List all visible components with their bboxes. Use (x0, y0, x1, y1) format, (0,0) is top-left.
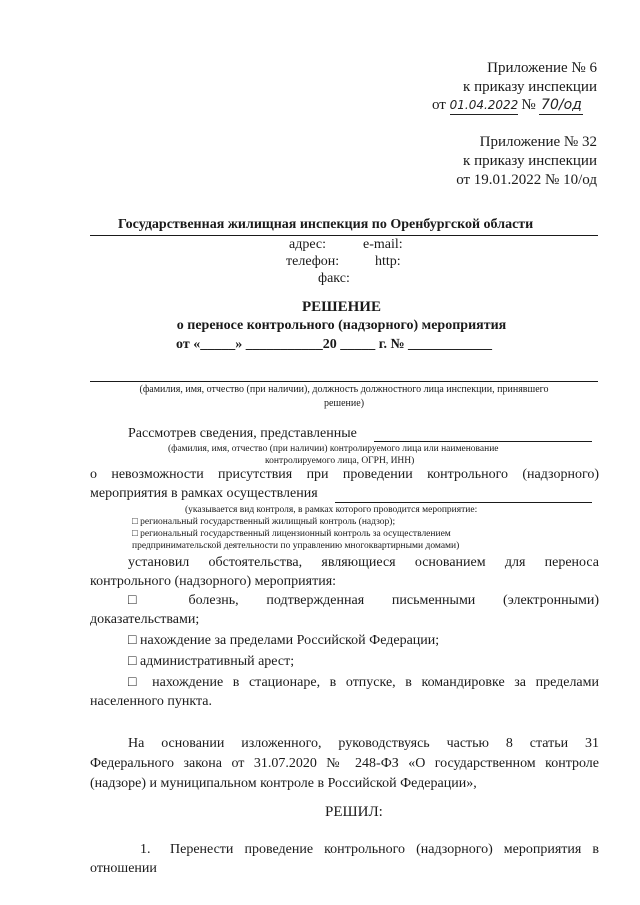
http-label: http: (375, 254, 401, 269)
basis-line1: На основании изложенного, руководствуясь частью 8 статьи 31 (128, 736, 599, 751)
established-line2: контрольного (надзорного) мероприятия: (90, 574, 337, 589)
reason-hospital-line2: населенного пункта. (90, 694, 212, 709)
impossibility-line2: мероприятия в рамках осуществления (90, 486, 318, 501)
official-caption-line1: (фамилия, имя, отчество (при наличии), должность должностного лица инспекции, принявшего (139, 384, 549, 395)
order-number-handwritten: 70/од (541, 97, 582, 113)
control-caption: (указывается вид контроля, в рамках которого проводится мероприятие: (185, 505, 478, 515)
reason-illness-line1: □ болезнь, подтвержденная письменными (электронными) (128, 593, 599, 608)
order-number-prefix: № (521, 97, 536, 113)
address-label: адрес: (289, 237, 327, 252)
reason-arrest: □ административный арест; (128, 654, 295, 669)
org-name-underline (90, 235, 598, 236)
considered-caption-line2: контролируемого лица, ОГРН, ИНН) (265, 456, 415, 466)
order-from-prefix: от (432, 97, 446, 113)
item1-number: 1. (140, 842, 151, 857)
appendix32-line3: от 19.01.2022 № 10/од (456, 172, 597, 188)
basis-line3: (надзоре) и муниципальном контроле в Российской Федерации», (90, 776, 477, 791)
reason-hospital-line1: □ нахождение в стационаре, в отпуске, в командировке за пределами (128, 675, 599, 690)
impossibility-line1: о невозможности присутствия при проведении контрольного (надзорного) (90, 467, 599, 482)
item1-line2: отношении (90, 861, 157, 876)
considered-text: Рассмотрев сведения, представленные (128, 426, 357, 441)
appendix6-line1: Приложение № 6 (487, 60, 597, 76)
phone-label: телефон: (286, 254, 340, 269)
order-date-handwritten: 01.04.2022 (450, 97, 518, 115)
control-option-license-line2: предпринимательской деятельности по управлению многоквартирными домами) (132, 541, 460, 551)
basis-line2: Федерального закона от 31.07.2020 № 248-ФЗ «О государственном контроле (90, 756, 599, 771)
fax-label: факс: (318, 271, 350, 286)
reason-abroad: □ нахождение за пределами Российской Федерации; (128, 633, 440, 648)
item1-line1: Перенести проведение контрольного (надзорного) мероприятия в (170, 842, 599, 857)
decision-date-number: от «_____» ___________20 _____ г. № ____________ (176, 337, 493, 352)
appendix32-line2: к приказу инспекции (463, 153, 597, 169)
appendix6-line2: к приказу инспекции (463, 79, 597, 95)
decided-heading: РЕШИЛ: (325, 804, 383, 820)
considered-field (374, 441, 592, 442)
email-label: e-mail: (363, 237, 403, 252)
appendix6-order-ref (432, 97, 583, 115)
control-option-license-line1: □ региональный государственный лицензионный контроль за осуществлением (132, 529, 451, 539)
control-option-housing: □ региональный государственный жилищный контроль (надзор); (132, 517, 396, 527)
official-caption-line2: решение) (323, 398, 365, 409)
org-name: Государственная жилищная инспекция по Оренбургской области (118, 217, 534, 232)
reason-illness-line2: доказательствами; (90, 612, 200, 627)
document-subtitle: о переносе контрольного (надзорного) мероприятия (176, 318, 507, 333)
official-name-field (90, 381, 598, 382)
considered-caption-line1: (фамилия, имя, отчество (при наличии) контролируемого лица или наименование (168, 444, 499, 454)
established-line1: установил обстоятельства, являющиеся основанием для переноса (128, 555, 599, 570)
control-type-field (335, 502, 592, 503)
appendix32-line1: Приложение № 32 (479, 134, 597, 150)
document-title: РЕШЕНИЕ (302, 299, 381, 315)
